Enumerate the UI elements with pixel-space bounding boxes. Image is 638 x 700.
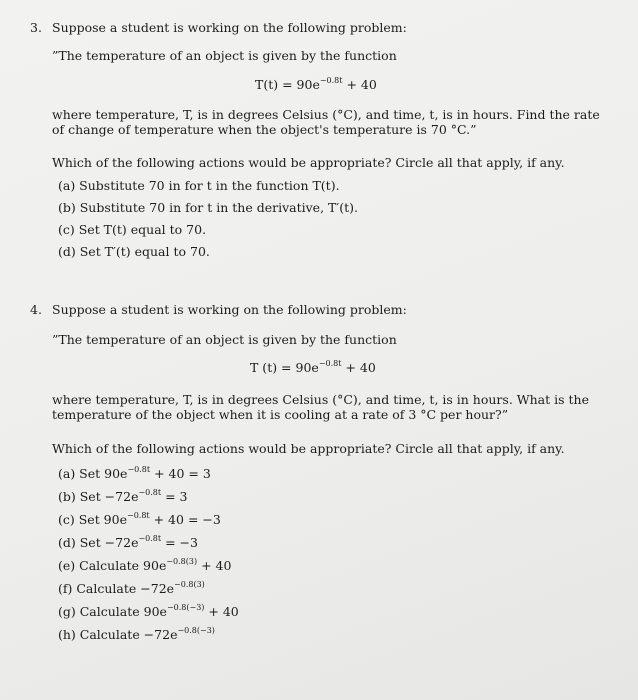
problem-3-number: 3. bbox=[30, 20, 42, 35]
problem-4-function: T $(t) = 90e^{-0.8t} + 40$ bbox=[250, 359, 376, 375]
problem-4-option-b: (b) Set $-72e^{-0.8t} = 3$ bbox=[58, 488, 188, 504]
problem-3-option-b: (b) Substitute 70 in for t in the derivative, T′(t). bbox=[58, 200, 358, 215]
problem-4-option-g: (g) Calculate $90e^{-0.8(-3)} + 40$ bbox=[58, 603, 239, 619]
problem-3-quote-start: ”The temperature of an object is given by the function bbox=[52, 48, 397, 63]
problem-3-description-line-2: of change of temperature when the object's temperature is 70 °C.” bbox=[52, 122, 477, 137]
problem-4-option-d: (d) Set $-72e^{-0.8t} = -3$ bbox=[58, 534, 198, 550]
problem-4-quote-start: ”The temperature of an object is given by the function bbox=[52, 332, 397, 347]
problem-3-description-line-1: where temperature, T, is in degrees Celsius (°C), and time, t, is in hours. Find the rate bbox=[52, 107, 600, 122]
problem-4-number: 4. bbox=[30, 302, 42, 317]
problem-3-option-c: (c) Set T(t) equal to 70. bbox=[58, 222, 207, 237]
problem-4-description-line-2: temperature of the object when it is cooling at a rate of 3 °C per hour?” bbox=[52, 407, 509, 422]
problem-4-question: Which of the following actions would be appropriate? Circle all that apply, if any. bbox=[52, 441, 565, 456]
problem-3-function: $T(t) = 90e^{-0.8t} + 40$ bbox=[255, 76, 377, 92]
problem-3-option-a: (a) Substitute 70 in for t in the function T(t). bbox=[58, 178, 340, 193]
problem-4-option-a: (a) Set $90e^{-0.8t} + 40 = 3$ bbox=[58, 465, 211, 481]
problem-3-question: Which of the following actions would be appropriate? Circle all that apply, if any. bbox=[52, 155, 565, 170]
problem-3-option-d: (d) Set T′(t) equal to 70. bbox=[58, 244, 210, 259]
problem-4-description-line-1: where temperature, T, is in degrees Celsius (°C), and time, t, is in hours. What is the bbox=[52, 392, 589, 407]
problem-4-option-c: (c) Set $90e^{-0.8t} + 40 = -3$ bbox=[58, 511, 221, 527]
problem-3-intro: Suppose a student is working on the following problem: bbox=[52, 20, 407, 35]
problem-4-option-e: (e) Calculate $90e^{-0.8(3)} + 40$ bbox=[58, 557, 232, 573]
problem-4-intro: Suppose a student is working on the following problem: bbox=[52, 302, 407, 317]
problem-4-option-h: (h) Calculate $-72e^{-0.8(-3)}$ bbox=[58, 626, 215, 642]
problem-4-option-f: (f) Calculate $-72e^{-0.8(3)}$ bbox=[58, 580, 205, 596]
